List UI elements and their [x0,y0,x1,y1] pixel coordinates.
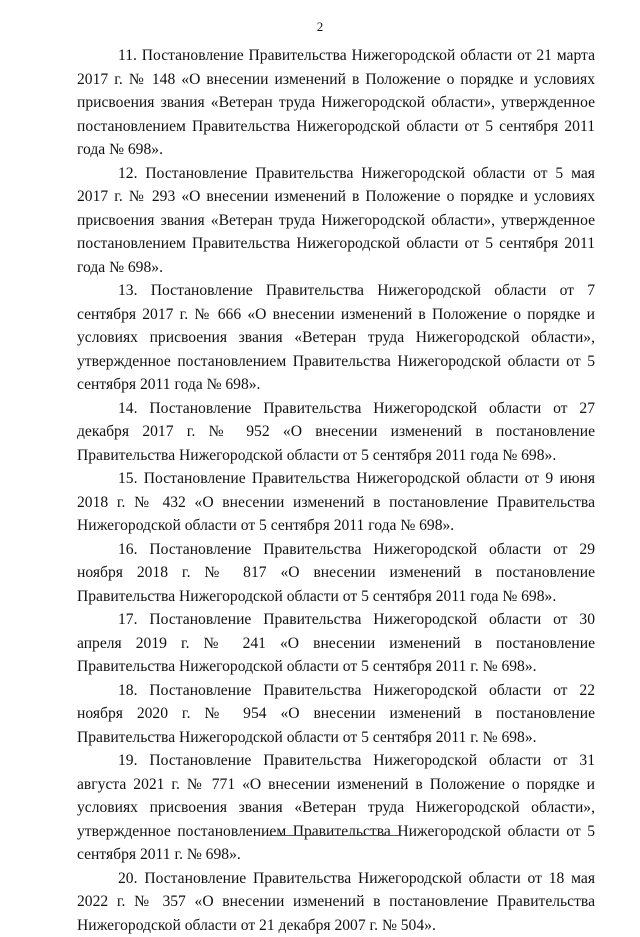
list-item [77,608,595,679]
item-number: 15. [118,470,138,487]
item-text: Постановление Правительства Нижегородской области от 30 апреля 2019 г. № 241 «О внесении изменений в постановление Правительства Нижегородской области от 5 сентября 2011 г. № 698». [77,611,595,675]
item-text: Постановление Правительства Нижегородской области от 22 ноября 2020 г. № 954 «О внесении изменений в постановление Правительства Нижегородской области от 5 сентября 2011 г. № 698». [77,682,595,746]
list-item [77,749,595,867]
item-text: Постановление Правительства Нижегородской области от 5 мая 2017 г. № 293 «О внесении изменений в Положение о порядке и условиях присвоения звания «Ветеран труда Нижегородской области», утвержденное постановлением Правительства Нижегородской области от 5 сентября 2011 года № 698». [77,165,595,276]
item-text: Постановление Правительства Нижегородской области от 29 ноября 2018 г. № 817 «О внесении изменений в постановление Правительства Нижегородской области от 5 сентября 2011 года № 698». [77,541,595,605]
list-item [77,679,595,750]
document-body [77,44,595,937]
list-item [77,397,595,468]
item-text: Постановление Правительства Нижегородской области от 31 августа 2021 г. № 771 «О внесении изменений в Положение о порядке и условиях присвоения звания «Ветеран труда Нижегородской области», утвержденное постановлением Правительства Нижегородской области от 5 сентября 2011 г. № 698». [77,752,595,863]
item-number: 11. [118,47,137,64]
page-number: 2 [0,19,640,35]
item-text: Постановление Правительства Нижегородской области от 21 марта 2017 г. № 148 «О внесении изменений в Положение о порядке и условиях присвоения звания «Ветеран труда Нижегородской области», утвержденное постановлением Правительства Нижегородской области от 5 сентября 2011 года № 698». [77,47,595,158]
list-item [77,162,595,280]
item-text: Постановление Правительства Нижегородской области от 7 сентября 2017 г. № 666 «О внесении изменений в Положение о порядке и условиях присвоения звания «Ветеран труда Нижегородской области», утвержденное постановлением Правительства Нижегородской области от 5 сентября 2011 года № 698». [77,282,595,393]
list-item [77,279,595,397]
list-item [77,867,595,937]
item-number: 17. [118,611,138,628]
list-item [77,538,595,609]
item-text: Постановление Правительства Нижегородской области от 18 мая 2022 г. № 357 «О внесении изменений в постановление Правительства Нижегородской области от 21 декабря 2007 г. № 504». [77,870,595,934]
closing-separator-line [269,835,400,836]
item-number: 12. [118,165,138,182]
item-number: 13. [118,282,138,299]
item-number: 19. [118,752,138,769]
list-item [77,44,595,162]
item-number: 16. [118,541,138,558]
item-text: Постановление Правительства Нижегородской области от 27 декабря 2017 г. № 952 «О внесении изменений в постановление Правительства Нижегородской области от 5 сентября 2011 года № 698». [77,400,595,464]
item-number: 14. [118,400,138,417]
item-number: 18. [118,682,138,699]
item-text: Постановление Правительства Нижегородской области от 9 июня 2018 г. № 432 «О внесении изменений в постановление Правительства Нижегородской области от 5 сентября 2011 года № 698». [77,470,595,534]
list-item [77,467,595,538]
item-number: 20. [118,870,138,887]
